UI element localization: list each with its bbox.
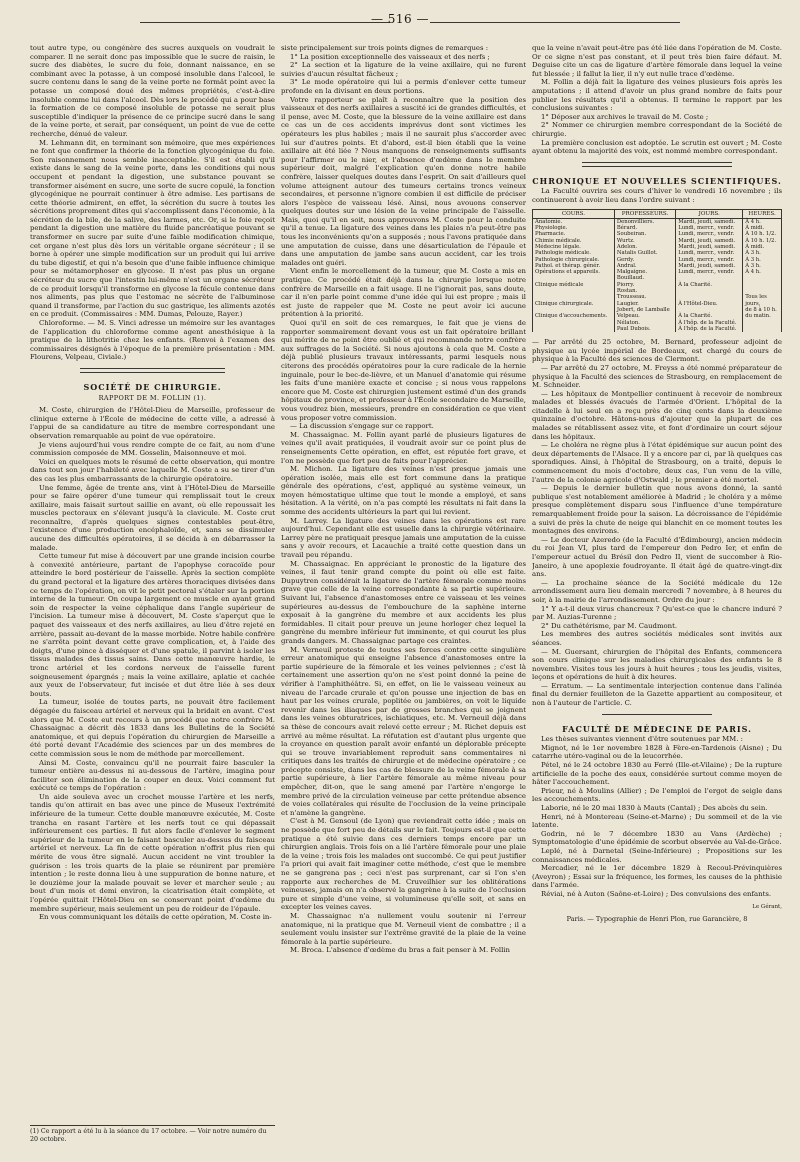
rapport-para-2: Voici en quelques mots le résumé de cette observation, qui montre dans tout son jour l'habileté avec laquelle M. Coste a su se tirer d'un des cas les plus embarrassants de la chirurgie opératoire. — [30, 457, 275, 483]
these-para-2: Pétel, né le 24 octobre 1830 au Ferré (Ille-et-Vilaine) ; De la rupture artificielle de la poche des eaux, considérée surtout comme moyen de hâter l'accouchement. — [532, 761, 782, 787]
professeur-entry-1: Bérard. — [616, 225, 638, 232]
jours-entry-10: À la Charité. — [678, 281, 713, 288]
professeur-entry-0: Denonvilliers. — [616, 218, 655, 225]
professeur-entry-3: Wurtz. — [616, 237, 635, 244]
td-heures-list — [743, 218, 782, 332]
col2-para-15: M. Broca. L'absence d'œdème du bras a fait penser à M. Follin — [290, 946, 510, 955]
printer-line: Paris. — Typographie de Henri Plon, rue Garancière, 8 — [566, 915, 748, 924]
chronique-para-8: 2° Du cathétérisme, par M. Caudmont. — [541, 621, 678, 630]
these-para-4: Laborie, né le 20 mai 1830 à Mauts (Cantal) ; Des abcès du sein. — [541, 804, 768, 813]
section-title-chronique: CHRONIQUE ET NOUVELLES SCIENTIFIQUES. — [532, 175, 782, 186]
col2-para-3: 3° Le mode opératoire qui lui a permis d'enlever cette tumeur profonde en la divisant en deux portions. — [281, 78, 526, 95]
rapport-para-3: Une femme, âgée de trente ans, vint à l'Hôtel-Dieu de Marseille pour se faire opérer d'une tumeur qui remplissait tout le creux axillaire, mais faisait surtout saillie en avant, où elle repoussait les muscles pectoraux en s'élevant jusqu'à la clavicule. M. Coste crut reconnaître, d'après quelques signes contestables peut-être, l'existence d'une production encéphaloïde, et, sans se dissimuler aucune des difficultés opératoires, il se décida à en débarrasser la malade. — [30, 483, 275, 552]
jours-entry-5: Lundi, mercr., vendr. — [678, 250, 735, 257]
col3-para-3: 2° Nommer ce chirurgien membre correspondant de la Société de chirurgie. — [532, 121, 782, 138]
rapport-para-5: La tumeur, isolée de toutes parts, ne pouvait être facilement dégagée du faisceau artériel et nerveux qui la bridait en avant. C'est alors que M. Coste eut recours à un procédé que notre confrère M. Chassaignac a décrit dès 1833 dans les Bulletins de la Société anatomique, et qui depuis l'opération du chirurgien de Marseille a été porté devant l'Académie des sciences par un des membres de cette commission sous le nom de méthode par morcellement. — [30, 698, 275, 758]
col2-para-0: siste principalement sur trois points dignes de remarques : — [281, 44, 489, 52]
professeur-entry-9: Bouillaud. — [616, 275, 645, 282]
column-2 — [281, 44, 526, 1144]
professeur-entry-4: Adelon. — [616, 243, 638, 250]
professeur-entry-15: Velpeau. — [616, 313, 640, 320]
col3-para-4: La première conclusion est adoptée. Le scrutin est ouvert ; M. Coste ayant obtenu la majorité des voix, est nommé membre correspondant. — [532, 138, 782, 156]
heures-entry-1: À midi. — [745, 225, 765, 232]
professeur-entry-5: Natalis Guillot. — [616, 250, 658, 257]
section-title-societe-chirurgie: SOCIÉTÉ DE CHIRURGIE. — [83, 381, 222, 392]
jours-entry-15: À la Charité. — [678, 313, 713, 320]
heures-entry-13: jours, — [745, 300, 761, 307]
col2-para-6: Quoi qu'il en soit de ces remarques, le fait que je viens de rapporter sommairement devant vous est un fait opératoire brillant qui mérite de ne point être oublié et qui recommande notre confrère aux suffrages de la Société. Si nous ajoutons à cela que M. Coste a déjà publié plusieurs travaux intéressants, parmi lesquels nous citerons des procédés opératoires pour la cure radicale de la hernie inguinale, pour le bec-de-lièvre, et un Manuel d'anatomie qui résume les faits d'une manière exacte et concise ; si nous vous rappelons encore que M. Coste est chirurgien justement estimé d'un des grands hôpitaux de province, et professeur à l'École secondaire de Marseille, vous voudrez bien, messieurs, prendre en considération ce que vient vous proposer votre commission. — [281, 319, 526, 422]
chronique-para-11: — Erratum. — La sentimentale interjection contenue dans l'alinéa final du dernier feuilleton de la Gazette appartient au compositeur, et non à l'auteur de l'article. C. — [532, 681, 782, 708]
col1-para-1: M. Lehmann dit, en terminant son mémoire, que mes expériences ne font que confirmer la théorie de la fonction glycogénique du foie. Son raisonnement nous semble inacceptable. S'il est établi qu'il existe dans le sang de la veine porte, dans les conditions qui nous occupent et pendant la digestion, une substance pouvant se transformer aisément en sucre, une sorte de sucre copulé, la fonction glycogénique ne pourrait continuer à être admise. Les partisans de cette théorie admirent, en effet, la sécrétion du sucre à toutes les sécrétions proprement dites qui s'accomplissent dans l'économie, à la sécrétion de la bile, de la salive, des larmes, etc. Or, si le foie reçoit pendant la digestion une matière du fluide pancréatique pouvant se transformer en sucre par suite d'une faible modification chimique, cet organe n'est plus dès lors un véritable organe sécréteur ; il se borne à opérer une simple modification sur un produit qui lui arrive du tube digestif, et qui n'a besoin que d'une faible influence chimique pour se métamorphoser en glycose. Il n'est pas plus un organe sécréteur du sucre que l'intestin lui-même n'est un organe sécréteur de ce produit lorsqu'il transforme en glycose la fécule contenue dans nos aliments, pas plus que l'estomac ne sécrète de l'albuminose quand il transforme, par l'action du suc gastrique, les aliments azotés en ce produit. (Commissaires : MM. Dumas, Pelouze, Rayer.) — [30, 138, 275, 319]
professeur-entry-7: Andral. — [616, 262, 637, 269]
professeur-entry-10: Piorry. — [616, 281, 635, 288]
these-para-9: Réviai, né à Auton (Saône-et-Loire) ; Des convulsions des enfants. — [541, 889, 772, 898]
gerant-signature: Le Gérant, — [752, 903, 782, 910]
td-profs-list — [614, 218, 675, 332]
chronique-para-9: Les membres des autres sociétés médicales sont invités aux séances. — [532, 630, 782, 647]
jours-entry-1: Lundi, mercr., vendr. — [678, 225, 735, 232]
chronique-para-1: — Par arrêté du 27 octobre, M. Freyss a été nommé préparateur de physique à la Faculté des sciences de Strasbourg, en remplacement de M. Schneider. — [532, 363, 782, 390]
cours-entry-10: Clinique médicale — [535, 281, 584, 288]
jours-entry-16: À l'hôp. de la Faculté. — [678, 319, 737, 326]
professeur-entry-11: Rostan. — [616, 288, 638, 295]
col2-para-2: 2° La section et la ligature de la veine axillaire, qui ne furent suivies d'aucun résultat fâcheux ; — [281, 61, 526, 78]
col2-para-5: Vient enfin le morcellement de la tumeur, que M. Coste a mis en pratique. Ce procédé était déjà dans la chirurgie lorsque notre confrère de Marseille en a fait usage. Il ne l'ignorait pas, sans doute, car il n'en parle point comme d'une idée qui lui est propre ; mais il est juste de rappeler que M. Coste ne peut avoir ici aucune prétention à la priorité. — [281, 267, 526, 319]
heures-entry-15: du matin. — [745, 313, 771, 320]
jours-entry-8: Lundi, mercr., vendr. — [678, 269, 735, 276]
heures-entry-14: de 8 à 10 h. — [745, 306, 777, 313]
th-professeurs: PROFESSEURS. — [614, 209, 675, 218]
these-para-6: Godrin, né le 7 décembre 1830 au Vans (Ardèche) ; Symptomatologie d'une épidémie de scorbut observée au Val-de-Grâce. — [532, 829, 782, 847]
heures-entry-7: À 3 h. — [745, 262, 761, 269]
col3-para-2: 1° Déposer aux archives le travail de M. Coste ; — [541, 112, 709, 121]
jours-entry-13: À l'Hôtel-Dieu. — [678, 300, 718, 307]
col1-paragraphs-a — [30, 44, 275, 362]
chronique-para-10: — M. Guersant, chirurgien de l'hôpital des Enfants, commencera son cours clinique sur les maladies chirurgicales des enfants le 8 novembre. Visites tous les jours à huit heures ; tous les jeudis, visites, leçons et opérations de huit à dix heures. — [532, 647, 782, 682]
chronique-para-4: — Depuis le dernier bulletin que nous avons donné, la santé publique s'est notablement améliorée à Madrid ; le choléra y a même presque complètement disparu sous l'influence d'une température remarquablement froide pour la saison. La décroissance de l'épidémie a suivi de près la chute de neige qui blanchit en ce moment toutes les montagnes des environs. — [532, 484, 782, 536]
rapport-para-0: M. Coste, chirurgien de l'Hôtel-Dieu de Marseille, professeur de clinique externe à l'École de médecine de cette ville, a adressé à l'appui de sa candidature au titre de membre correspondant une observation remarquable au point de vue opératoire. — [30, 406, 275, 440]
cours-entry-13: Clinique chirurgicale. — [535, 300, 594, 307]
cours-entry-3: Chimie médicale. — [535, 237, 582, 244]
th-jours: JOURS. — [676, 209, 743, 218]
heures-entry-4: À midi. — [745, 243, 765, 250]
cours-entry-1: Physiologie. — [535, 225, 568, 232]
jours-entry-0: Mardi, jeudi, samedi. — [678, 218, 736, 225]
section-title-faculte: FACULTÉ DE MÉDECINE DE PARIS. — [562, 723, 752, 734]
jours-entry-7: Mardi, jeudi, samedi. — [678, 262, 736, 269]
column-3 — [532, 44, 782, 1144]
professeur-entry-6: Gerdy. — [616, 256, 635, 263]
these-para-0: Les thèses suivantes viennent d'être soutenues par MM. : — [541, 735, 743, 744]
professeur-entry-14: Jobert, de Lamballe — [616, 306, 670, 313]
cours-entry-6: Pathologie chirurgicale. — [535, 256, 600, 263]
td-cours-list — [533, 218, 615, 332]
chronique-para-3: — Le choléra ne règne plus à l'état épidémique sur aucun point des deux départements de l'Alsace. Il y a encore par ci, par là quelques cas sporadiques. Ainsi, à l'hôpital de Strasbourg, on a traité, depuis le commencement du mois d'octobre, deux cas, l'un venu de la ville, l'autre de la colonie agricole d'Ostwald ; le premier a été mortel. — [532, 441, 782, 484]
col2-para-13: C'est à M. Gensoul (de Lyon) que reviendrait cette idée ; mais on ne possède que fort peu de détails sur le fait. Toujours est-il que cette pratique a été suivie dans ces derniers temps encore par un chirurgien anglais. Trois fois on a lié l'artère fémorale pour une plaie de la veine ; trois fois les malades ont succombé. Ce qui peut justifier l'a priori qui avait fait imaginer cette méthode, c'est que le membre ne se gangrena pas ; ceci n'est pas surprenant, car si l'on s'en rapporte aux recherches de M. Cruveilhier sur les oblitérations veineuses, jamais on n'a observé la gangrène à la suite de l'occlusion pure et simple d'une veine, si volumineuse qu'elle soit, et sans en excepter les veines caves. — [281, 817, 526, 912]
rapport-para-6: Ainsi M. Coste, convaincu qu'il ne pourrait faire basculer la tumeur entière au-dessus ni au-dessous de l'artère, imagina pour faciliter son élimination de la couper en deux. Voici comment fut exécuté ce temps de l'opération : — [30, 758, 275, 793]
rapport-para-7: Un aide souleva avec un crochet mousse l'artère et les nerfs, tandis qu'on attirait en bas avec une pince de Museux l'extrémité inférieure de la tumeur. Cette double manœuvre exécutée, M. Coste trancha en rasant l'artère et les nerfs tout ce qui dépassait inférieurement ces parties. Il fut alors facile d'enlever le segment supérieur de la tumeur en le faisant basculer au-dessus du faisceau artériel et nerveux. La fin de cette opération n'offrit plus rien qui mérite de vous être signalé. Aucun accident ne vint troubler la guérison : les trois quarts de la plaie se réunirent par première intention ; le reste donna lieu à une suppuration de bonne nature, et le douzième jour la malade pouvait se lever et marcher seule ; au bout d'un mois et demi environ, la cicatrisation était complète, et l'opérée quittait l'Hôtel-Dieu en se conservant point d'œdème du membre supérieur, mais seulement un peu de roideur de l'épaule. — [30, 792, 275, 913]
heures-entry-0: À 4 h. — [745, 218, 761, 225]
professeur-entry-16: Nélaton. — [616, 319, 640, 326]
col3-paragraphs-bottom — [532, 338, 782, 708]
col2-para-10: M. Larrey. La ligature des veines dans les opérations est rare aujourd'hui. Cependant elle est usuelle dans la chirurgie vétérinaire. Larrey père ne pratiquait presque jamais une amputation de la cuisse sans y avoir recours, et Lacauchie a traité cette question dans un travail peu répandu. — [281, 516, 526, 560]
section-divider — [80, 368, 225, 373]
courses-table — [532, 209, 782, 333]
professeur-entry-17: Paul Dubois. — [616, 325, 651, 332]
professeur-entry-2: Soubeiran. — [616, 231, 647, 238]
cours-entry-8: Opérations et appareils. — [535, 269, 600, 276]
col1-para-0: tout autre type, ou congénère des sucres auxquels on voudrait le comparer. Il ne serait donc pas impossible que le sucre de raisin, le sucre des diabètes, le sucre du foie, donnant naissance, en se combinant avec la potasse, à un composé insoluble dans l'alcool, le sucre contenu dans le sang de la veine porte ne formât point avec la potasse un composé doué des mêmes propriétés, c'est-à-dire insoluble comme lui dans l'alcool. Dès lors le procédé qui a pour base la formation de ce composé insoluble de potasse ne serait plus susceptible d'indiquer la présence de ce principe sucré dans le sang de la veine porte, et serait, par conséquent, un point de vue de cette recherche, dénué de valeur. — [30, 44, 275, 138]
professeur-entry-8: Malgaigne. — [616, 269, 648, 276]
heures-entry-5: À 3 h. — [745, 250, 761, 257]
heures-entry-6: À 3 h. — [745, 256, 761, 263]
col2-para-1: 1° La position exceptionnelle des vaisseaux et des nerfs ; — [290, 52, 490, 61]
chronique-para-5: — Le docteur Azeredo (de la Faculté d'Édimbourg), ancien médecin du roi Jean VI, plus tard de l'empereur don Pedro Ier, et enfin de l'empereur actuel du Brésil don Pedro II, vient de succomber à Rio-Janeiro, à une apoplexie foudroyante. Il était âgé de quatre-vingt-dix ans. — [532, 535, 782, 579]
jours-entry-4: Mardi, jeudi, samedi. — [678, 243, 736, 250]
jours-entry-2: Lundi, mercr., vendr. — [678, 231, 735, 238]
chronique-para-7: 1° Y a-t-il deux virus chancreux ? Qu'est-ce que le chancre induré ? par M. Auzias-Turenne ; — [532, 604, 782, 622]
cours-entry-0: Anatomie. — [535, 218, 563, 225]
these-para-8: Mercadier, né le 1er décembre 1829 à Recoul-Prévinquières (Aveyron) ; Essai sur la fréquence, les formes, les causes de la phthisie dans l'armée. — [532, 864, 782, 890]
footnote: (1) Ce rapport a été lu à la séance du 17 octobre. — Voir notre numéro du 20 octobre. — [30, 1125, 275, 1143]
chronique-para-2: — Les hôpitaux de Montpellier continuent à recevoir de nombreux malades et blessés évacués de l'armée d'Orient. L'hôpital de la citadelle à lui seul en a reçu près de cinq cents dans la deuxième quinzaine d'octobre. Hâtons-nous d'ajouter que la plupart de ces malades se rétablissent assez vite, et font d'ordinaire un court séjour dans les hôpitaux. — [532, 389, 782, 441]
cours-entry-4: Médecine légale. — [535, 243, 581, 250]
col3-para-1: M. Follin a déjà fait la ligature des veines plusieurs fois après les amputations ; il attend d'avoir un plus grand nombre de faits pour publier les résultats qu'il a obtenus. Il termine le rapport par les conclusions suivantes : — [532, 78, 782, 113]
th-heures: HEURES. — [743, 209, 782, 218]
col2-para-14: M. Chassaignac n'a nullement voulu soutenir ni l'erreur anatomique, ni la pratique que M. Verneuil vient de combattre ; il a seulement voulu insister sur l'extrême gravité de la plaie de la veine fémorale à la partie supérieure. — [281, 911, 526, 946]
rapport-para-1: Je viens aujourd'hui vous rendre compte de ce fait, au nom d'une commission composée de MM. Gosselin, Maisonneuve et moi. — [30, 440, 275, 458]
chronique-para-0: — Par arrêté du 25 octobre, M. Bernard, professeur adjoint de physique au lycée impérial de Bordeaux, est chargé du cours de physique à la Faculté des sciences de Clermont. — [532, 338, 782, 364]
col2-para-9: M. Michon. La ligature des veines n'est presque jamais une opération isolée, mais elle est fort commune dans la pratique générale des opérations, c'est, appliqué au système veineux, un moyen hémostatique ultime que tout le monde a employé, et sans hésitation. A la vérité, on n'a pas compté les résultats ni fait dans la somme des accidents ultérieurs la part qui lui revient. — [281, 465, 526, 517]
heures-entry-12: Tous les — [745, 294, 767, 301]
section-subtitle-rapport: RAPPORT DE M. FOLLIN (1). — [98, 393, 207, 402]
chronique-para-6: — La prochaine séance de la Société médicale du 12e arrondissement aura lieu demain mercredi 7 novembre, à 8 heures du soir, à la mairie de l'arrondissement. Ordre du jour : — [532, 578, 782, 604]
col1-para-2: Chloroforme. — M. S. Vinci adresse un mémoire sur les avantages de l'application du chloroforme comme agent anesthésique à la pratique de la lithotritie chez les enfants. (Renvoi à l'examen des commissaires désignés à l'époque de la première présentation : MM. Flourens, Velpeau, Civiale.) — [30, 319, 275, 362]
rapport-para-8: En vous communiquant les détails de cette opération, M. Coste in- — [39, 913, 272, 922]
jours-entry-3: Mardi, jeudi, samedi. — [678, 237, 736, 244]
col2-para-7: — La discussion s'engage sur ce rapport. — [290, 422, 434, 431]
col2-para-11: M. Chassaignac. En appréciant le pronostic de la ligature des veines, il faut tenir grand compte du point où elle est faite. Dupuytren considérait la ligature de l'artère fémorale comme moins grave que celle de la veine correspondante à sa partie supérieure. Suivant lui, l'absence d'anastomoses entre ce vaisseau et les veines supérieures au-dessus de l'embouchure de la saphène interne exposait à la gangrène du membre et aux accidents les plus formidables. Il citait pour preuve un jeune horloger chez lequel la gangrène du membre inférieur fut imminente, et qui courut les plus grands dangers. M. Chassaignac partage ces craintes. — [281, 559, 526, 645]
col1-paragraphs-b — [30, 406, 275, 922]
professeur-entry-13: Laugier. — [616, 300, 639, 307]
these-para-7: Leplé, né à Darnetal (Seine-Inférieure) ; Propositions sur les connaissances médicales. — [532, 846, 782, 864]
jours-entry-6: Lundi, mercr., vendr. — [678, 256, 735, 263]
col2-para-4: Votre rapporteur se plaît à reconnaître que la position des vaisseaux et des nerfs axillaires a suscité ici de grandes difficultés, et il pense, avec M. Coste, que la blessure de la veine axillaire est dans ce cas un de ces accidents imprévus dont sont victimes les opérateurs les plus habiles ; mais il ne saurait plus s'accorder avec lui sur d'autres points. Et d'abord, est-il bien établi que la veine axillaire ait été liée ? Nous manquons de renseignements suffisants pour l'affirmer ou le nier, et l'absence d'œdème dans le membre supérieur doit, malgré l'explication qu'en donne notre habile confrère, laisser quelques doutes dans l'esprit. On sait d'ailleurs quel volume atteignent autour des tumeurs certains troncs veineux secondaires, et personne n'ignore combien il est difficile de préciser alors l'espèce de vaisseau lésé. Ainsi, nous avouons conserver quelques doutes sur une lésion de la veine principale de l'aisselle. Mais, quoi qu'il en soit, nous approuvons M. Coste pour la conduite qu'il a tenue. La ligature des veines dans les plaies n'a peut-être pas tous les inconvénients qu'on a supposés ; nous l'avons pratiquée dans une amputation de cuisse, dans une désarticulation de l'épaule et dans une amputation de jambe sans aucun accident, car les trois malades ont guéri. — [281, 95, 526, 267]
jours-entry-17: À l'hôp. de la Faculté. — [678, 325, 737, 332]
cours-entry-2: Pharmacie. — [535, 231, 566, 238]
these-para-3: Prieur, né à Moulins (Allier) ; De l'emploi de l'ergot de seigle dans les accouchements. — [532, 786, 782, 804]
rapport-para-4: Cette tumeur fut mise à découvert par une grande incision courbe à convexité antérieure, partant de l'apophyse coracoïde pour atteindre le bord postérieur de l'aisselle. Après la section complète du grand pectoral et la ligature des artères thoraciques divisées dans ce temps de l'opération, on vit le petit pectoral s'étaler sur la portion interne de la tumeur. On coupa largement ce muscle en ayant grand soin de respecter la veine céphalique dans l'angle supérieur de l'incision. La tumeur mise à découvert, M. Coste s'aperçut que le paquet des vaisseaux et des nerfs axillaires, au lieu d'être rejeté en arrière, passait au-devant de la masse morbide. Notre habile confrère ne s'arrêta point devant cette grave complication, et, à l'aide des doigts, d'une pince à disséquer et d'une spatule, il parvint à isoler les tissus malades des tissus sains. Dans cette manœuvre hardie, le tronc artériel et les cordons nerveux de l'aisselle furent soigneusement épargnés ; mais la veine axillaire, aplatie et cachée aux yeux de l'observateur, fut incisée et dut être liée à ses deux bouts. — [30, 552, 275, 698]
heures-entry-2: À 10 h. 1/2. — [745, 231, 777, 238]
col2-para-8: M. Chassaignac. M. Follin ayant parlé de plusieurs ligatures de veines qu'il avait pratiquées, il voudrait avoir sur ce point plus de renseignements Cette opération, en effet, est réputée fort grave, et l'on ne possède que fort peu de faits pour l'apprécier. — [281, 430, 526, 465]
cours-entry-5: Pathologie médicale. — [535, 250, 591, 257]
col3-paragraphs-top — [532, 44, 782, 156]
col2-para-12: M. Verneuil proteste de toutes ses forces contre cette singulière erreur anatomique qui enseigne l'absence d'anastomoses entre la partie supérieure de la fémorale et les veines pelviennes ; c'est là certainement une assertion qu'on ne s'est point donné la peine de vérifier à l'amphithéâtre. Si, en effet, on lie le vaisseau veineux au niveau de l'arcade crurale et qu'on pousse une injection de bas en haut par les veines crurale, poplitée ou jambières, on voit le liquide revenir dans les iliaques par de grosses branches qui se joignent dans les veines obturatrices, ischiatiques, etc. M. Verneuil déjà dans sa thèse de concours avait relevé cette erreur ; M. Richet depuis est arrivé au même résultat. La réfutation est d'autant plus urgente que la croyance en question paraît avoir enfanté un déplorable précepte qui se trouve invariablement reproduit sans commentaires ni critiques dans les traités de chirurgie et de médecine opératoire ; ce précepte consiste, dans les cas de blessure de la veine fémorale à sa partie supérieure, à lier l'artère fémorale au même niveau pour empêcher, dit-on, que le sang amené par l'artère n'engorge le membre privé de la circulation veineuse par cette prétendue absence de voies collatérales qui résulte de l'occlusion de la veine principale et n'amène la gangrène. — [281, 645, 526, 817]
faculte-divider — [602, 714, 712, 715]
cours-entry-15: Clinique d'accouchements. — [535, 313, 608, 320]
professeur-entry-12: Trousseau. — [616, 294, 647, 301]
theses-list — [532, 735, 782, 898]
td-jours-list — [676, 218, 743, 332]
heures-entry-8: À 4 h. — [745, 269, 761, 276]
column-1 — [30, 44, 275, 1144]
th-cours: COURS. — [533, 209, 615, 218]
col2-paragraphs — [281, 44, 526, 955]
header-rule-right — [430, 22, 680, 23]
cours-entry-7: Pathol. et thérap. génér. — [535, 262, 601, 269]
these-para-5: Henri, né à Montereau (Seine-et-Marne) ; Du sommeil et de la vie latente. — [532, 812, 782, 830]
chronique-intro: La Faculté ouvrira ses cours d'hiver le vendredi 16 novembre ; ils continueront à avoir lieu dans l'ordre suivant : — [532, 187, 782, 204]
these-para-1: Mignot, né le 1er novembre 1828 à Fère-en-Tardenois (Aisne) ; Du catarrhe utéro-vaginal ou de la leucorrhée. — [532, 743, 782, 761]
col3-para-0: que la veine n'avait peut-être pas été liée dans l'opération de M. Coste. Or ce signe n'est pas constant, et il peut très bien faire défaut. M. Deguise cite un cas de ligature d'artère fémorale dans lequel la veine fut blessée ; il fallut la lier, il n'y eut nulle trace d'œdème. — [532, 44, 782, 78]
heures-entry-3: À 10 h. 1/2. — [745, 237, 777, 244]
chronique-divider — [582, 162, 732, 167]
page-number: — 516 — — [370, 12, 430, 26]
